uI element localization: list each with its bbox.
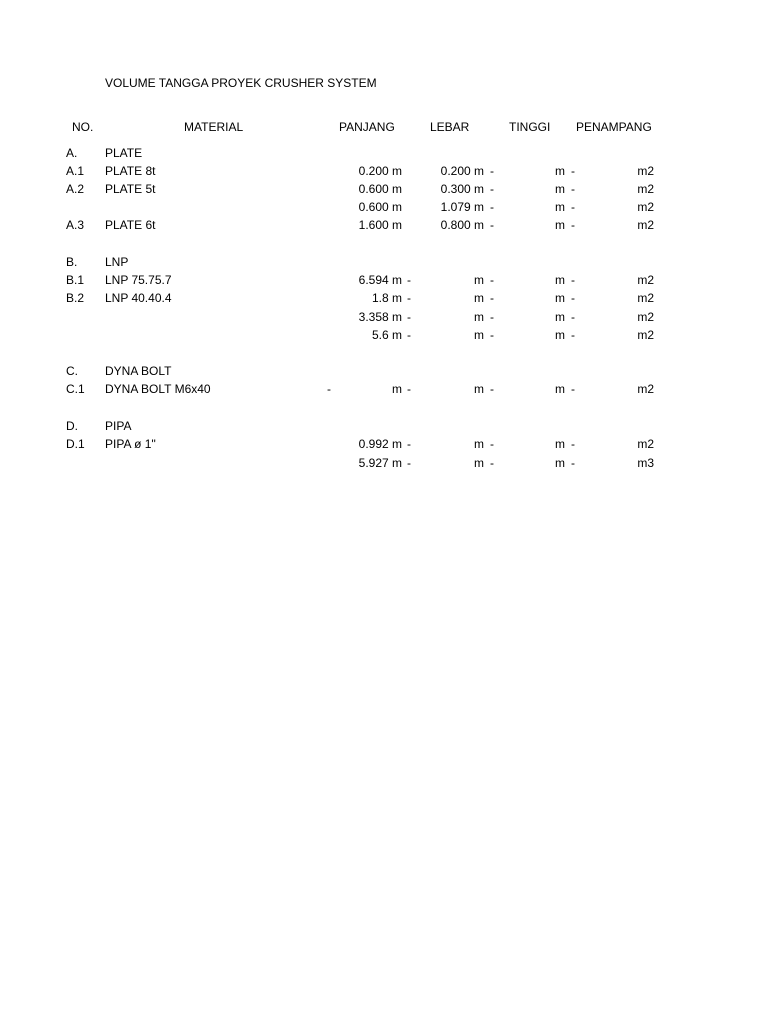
row-no: B.1 [66, 273, 85, 287]
row-material: PLATE 5t [105, 182, 156, 196]
row-lebar: 1.079 m [440, 200, 484, 214]
row-lebar: m [474, 382, 484, 396]
row-panjang-dash: - [407, 310, 411, 324]
table-row [0, 198, 768, 216]
row-tinggi: m [555, 182, 565, 196]
row-no: C. [66, 364, 78, 378]
row-tinggi-dash: - [571, 437, 575, 451]
row-panjang: 0.200 m [358, 164, 402, 178]
table-row [0, 435, 768, 453]
row-panjang-lead-dash: - [327, 382, 331, 396]
row-no: B.2 [66, 291, 85, 305]
row-panjang: 0.600 m [358, 182, 402, 196]
header-material: MATERIAL [184, 120, 244, 134]
row-tinggi: m [555, 218, 565, 232]
row-panjang-dash: - [407, 456, 411, 470]
row-panjang: 0.992 m [358, 437, 402, 451]
row-panjang-dash: - [407, 382, 411, 396]
table-row [0, 362, 768, 380]
row-penampang: m2 [637, 218, 654, 232]
row-penampang: m3 [637, 456, 654, 470]
row-panjang: 1.600 m [358, 218, 402, 232]
row-panjang: 5.927 m [358, 456, 402, 470]
row-penampang: m2 [637, 273, 654, 287]
row-penampang: m2 [637, 291, 654, 305]
row-tinggi: m [555, 437, 565, 451]
table-row [0, 180, 768, 198]
row-panjang: 1.8 m [371, 291, 402, 305]
row-tinggi-dash: - [571, 200, 575, 214]
table-row [0, 253, 768, 271]
header-tinggi: TINGGI [509, 120, 551, 134]
row-panjang: 0.600 m [358, 200, 402, 214]
row-tinggi-dash: - [571, 310, 575, 324]
row-penampang: m2 [637, 164, 654, 178]
row-lebar-dash: - [490, 182, 494, 196]
row-panjang: 3.358 m [358, 310, 402, 324]
row-no: D.1 [66, 437, 85, 451]
row-no: A. [66, 146, 78, 160]
row-panjang: 6.594 m [358, 273, 402, 287]
table-row [0, 216, 768, 234]
row-tinggi: m [555, 164, 565, 178]
row-lebar-dash: - [490, 218, 494, 232]
row-panjang: m [392, 382, 402, 396]
row-material: PIPA [105, 419, 132, 433]
header-penampang: PENAMPANG [576, 120, 652, 134]
row-lebar: 0.300 m [440, 182, 484, 196]
row-tinggi: m [555, 328, 565, 342]
row-lebar-dash: - [490, 200, 494, 214]
row-no: B. [66, 255, 78, 269]
row-lebar-dash: - [490, 437, 494, 451]
row-lebar: m [474, 310, 484, 324]
header-lebar: LEBAR [430, 120, 470, 134]
row-material: PLATE 6t [105, 218, 156, 232]
row-penampang: m2 [637, 437, 654, 451]
header-no: NO. [72, 120, 94, 134]
row-panjang-dash: - [407, 437, 411, 451]
row-panjang-dash: - [407, 273, 411, 287]
row-lebar-dash: - [490, 456, 494, 470]
row-panjang: 5.6 m [371, 328, 402, 342]
table-row [0, 380, 768, 398]
row-lebar: m [474, 456, 484, 470]
row-panjang-dash: - [407, 328, 411, 342]
table-row [0, 289, 768, 307]
row-tinggi: m [555, 310, 565, 324]
table-row [0, 417, 768, 435]
row-tinggi: m [555, 273, 565, 287]
row-tinggi: m [555, 382, 565, 396]
row-no: A.3 [66, 218, 85, 232]
row-panjang-dash: - [407, 291, 411, 305]
row-tinggi-dash: - [571, 382, 575, 396]
row-no: D. [66, 419, 78, 433]
row-tinggi-dash: - [571, 182, 575, 196]
document-title: VOLUME TANGGA PROYEK CRUSHER SYSTEM [105, 76, 377, 90]
row-tinggi-dash: - [571, 456, 575, 470]
table-header [0, 118, 768, 136]
table-row [0, 308, 768, 326]
row-penampang: m2 [637, 382, 654, 396]
row-tinggi: m [555, 291, 565, 305]
table-row [0, 326, 768, 344]
row-material: DYNA BOLT M6x40 [105, 382, 211, 396]
row-tinggi-dash: - [571, 328, 575, 342]
table-row [0, 271, 768, 289]
row-lebar-dash: - [490, 164, 494, 178]
row-tinggi-dash: - [571, 164, 575, 178]
row-tinggi-dash: - [571, 218, 575, 232]
row-material: PLATE [105, 146, 143, 160]
row-lebar: 0.800 m [440, 218, 484, 232]
row-lebar-dash: - [490, 382, 494, 396]
row-lebar: m [474, 273, 484, 287]
row-material: LNP 40.40.4 [105, 291, 172, 305]
row-lebar-dash: - [490, 328, 494, 342]
row-penampang: m2 [637, 328, 654, 342]
row-lebar: 0.200 m [440, 164, 484, 178]
row-tinggi: m [555, 200, 565, 214]
row-tinggi-dash: - [571, 291, 575, 305]
header-panjang: PANJANG [339, 120, 395, 134]
row-material: PLATE 8t [105, 164, 156, 178]
row-lebar: m [474, 437, 484, 451]
table-row [0, 144, 768, 162]
row-no: A.2 [66, 182, 85, 196]
row-lebar-dash: - [490, 291, 494, 305]
row-penampang: m2 [637, 200, 654, 214]
row-lebar-dash: - [490, 273, 494, 287]
row-material: LNP [105, 255, 129, 269]
row-material: LNP 75.75.7 [105, 273, 172, 287]
table-row [0, 454, 768, 472]
row-no: A.1 [66, 164, 85, 178]
row-tinggi-dash: - [571, 273, 575, 287]
row-penampang: m2 [637, 310, 654, 324]
table-row [0, 162, 768, 180]
row-material: DYNA BOLT [105, 364, 172, 378]
row-lebar: m [474, 291, 484, 305]
row-material: PIPA ø 1" [105, 437, 156, 451]
row-lebar-dash: - [490, 310, 494, 324]
row-tinggi: m [555, 456, 565, 470]
row-penampang: m2 [637, 182, 654, 196]
row-no: C.1 [66, 382, 85, 396]
row-lebar: m [474, 328, 484, 342]
